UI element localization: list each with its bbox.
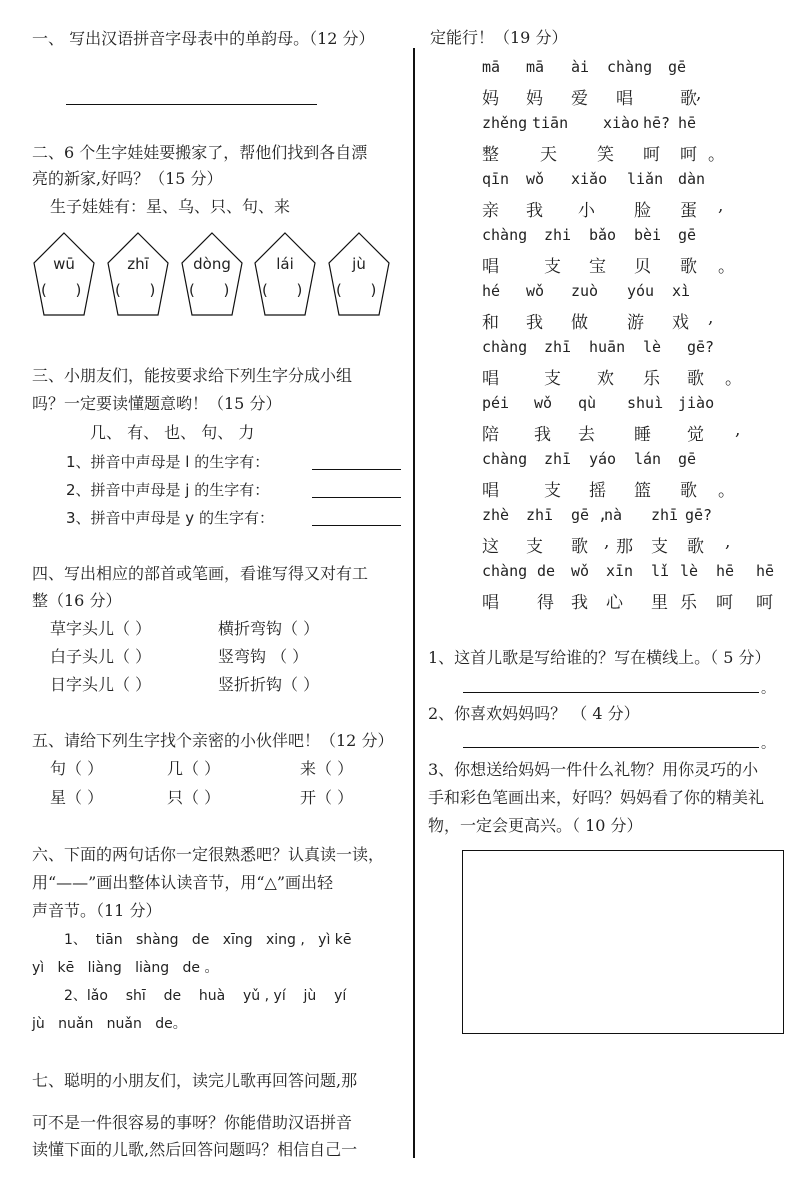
song-pinyin: huān <box>589 338 626 356</box>
song-pinyin: wǒ <box>534 394 553 412</box>
song-hanzi: 宝 <box>589 257 606 277</box>
q5-cell: 开（ ） <box>300 788 354 807</box>
song-pinyin: lán <box>634 450 662 468</box>
song-pinyin: mā <box>482 58 501 76</box>
song-pinyin: liǎn <box>627 170 664 188</box>
song-hanzi: 支 <box>526 537 543 557</box>
q3-answer-line[interactable] <box>312 497 401 498</box>
song-hanzi: 。 <box>718 257 735 277</box>
song-hanzi: 我 <box>534 425 551 445</box>
q5-cell: 只（ ） <box>167 788 221 807</box>
q4-row-right: 竖弯钩 （ ） <box>218 647 309 666</box>
q7-title-continued: 定能行！（19 分） <box>430 28 568 47</box>
song-pinyin: jiào <box>678 394 715 412</box>
q5-title: 五、请给下列生字找个亲密的小伙伴吧！（12 分） <box>32 731 394 750</box>
song-hanzi: 整 <box>482 145 499 165</box>
q3-answer-line[interactable] <box>312 469 401 470</box>
q6-sentence1-line1: 1、 tiān shàng de xīng xing , yì kē <box>64 932 352 948</box>
song-pinyin: yóu <box>627 282 655 300</box>
song-pinyin: péi <box>482 394 510 412</box>
q7-sub2-end: 。 <box>761 736 775 752</box>
song-pinyin: zhi <box>544 226 572 244</box>
song-hanzi: 歌 <box>680 481 697 501</box>
song-hanzi: 蛋 <box>680 201 697 221</box>
song-pinyin: hē <box>756 562 775 580</box>
song-pinyin: xiǎo <box>571 170 608 188</box>
house-blank[interactable]: ( ) <box>115 281 156 299</box>
song-hanzi: 歌 <box>680 257 697 277</box>
song-hanzi: 歌 <box>687 369 704 389</box>
song-hanzi: 支 <box>544 369 561 389</box>
q7-sub3-line3: 物，一定会更高兴。（ 10 分） <box>428 816 643 835</box>
song-hanzi: 。 <box>725 369 742 389</box>
song-hanzi: 陪 <box>482 425 499 445</box>
song-hanzi: , <box>725 532 731 552</box>
q3-title-line2: 吗？一定要读懂题意哟！（15 分） <box>32 394 282 413</box>
song-hanzi: 支 <box>544 257 561 277</box>
song-hanzi: 脸 <box>634 201 651 221</box>
song-hanzi: 乐 <box>643 369 660 389</box>
song-pinyin: chàng <box>607 58 653 76</box>
song-hanzi: 摇 <box>589 481 606 501</box>
song-pinyin: chàng <box>482 226 528 244</box>
song-hanzi: 歌 <box>571 537 588 557</box>
q3-item: 1、拼音中声母是 l 的生字有： <box>66 453 270 471</box>
q7-sub1-answer-line[interactable] <box>463 692 759 693</box>
pentagon-shape <box>327 231 391 317</box>
song-hanzi: 贝 <box>634 257 651 277</box>
song-hanzi: 唱 <box>482 369 499 389</box>
song-hanzi: 唱 <box>482 257 499 277</box>
song-hanzi: 欢 <box>597 369 614 389</box>
q6-sentence2-line2: jù nuǎn nuǎn de。 <box>32 1016 187 1032</box>
song-hanzi: 得 <box>537 593 554 613</box>
q4-row-left: 草字头儿（ ） <box>50 619 152 638</box>
song-pinyin: hē <box>678 114 697 132</box>
house-blank[interactable]: ( ) <box>41 281 82 299</box>
q1-answer-line[interactable] <box>66 104 317 105</box>
song-pinyin: nà <box>604 506 623 524</box>
song-pinyin: xīn <box>606 562 634 580</box>
q6-title-line1: 六、下面的两句话你一定很熟悉吧？认真读一读， <box>32 845 385 864</box>
song-pinyin: bèi <box>634 226 662 244</box>
song-hanzi: 我 <box>526 201 543 221</box>
house-pinyin: dòng <box>193 255 231 273</box>
song-hanzi: 歌 <box>687 537 704 557</box>
q7-sub1-end: 。 <box>761 681 775 697</box>
song-hanzi: , <box>696 84 702 104</box>
q6-title-line2: 用“——”画出整体认读音节，用“△”画出轻 <box>32 873 334 892</box>
song-hanzi: 我 <box>526 313 543 333</box>
pentagon-shape <box>32 231 96 317</box>
song-pinyin: xì <box>672 282 691 300</box>
song-hanzi: 心 <box>606 593 623 613</box>
song-pinyin: gē <box>678 450 697 468</box>
song-hanzi: 睡 <box>634 425 651 445</box>
pentagon-shape <box>106 231 170 317</box>
song-hanzi: 唱 <box>482 481 499 501</box>
song-pinyin: zhěng <box>482 114 528 132</box>
song-pinyin: zuò <box>571 282 599 300</box>
song-pinyin: lǐ <box>651 562 670 580</box>
song-hanzi: 呵 <box>643 145 660 165</box>
song-pinyin: wǒ <box>526 170 545 188</box>
song-pinyin: de <box>537 562 556 580</box>
q3-chars: 几、 有、 也、 句、 力 <box>90 423 255 442</box>
q5-cell: 来（ ） <box>300 759 354 778</box>
pentagon-shape <box>253 231 317 317</box>
song-hanzi: , <box>735 420 741 440</box>
song-pinyin: dàn <box>678 170 706 188</box>
song-hanzi: 去 <box>578 425 595 445</box>
song-hanzi: 小 <box>578 201 595 221</box>
q4-row-right: 横折弯钩（ ） <box>218 619 320 638</box>
q5-cell: 星（ ） <box>50 788 104 807</box>
house-blank[interactable]: ( ) <box>189 281 230 299</box>
song-pinyin: tiān <box>532 114 569 132</box>
song-pinyin: gē , <box>571 506 608 524</box>
song-hanzi: , <box>718 196 724 216</box>
q4-row-right: 竖折折钩（ ） <box>218 675 320 694</box>
song-hanzi: 呵 <box>756 593 773 613</box>
q4-row-left: 白子头儿（ ） <box>50 647 152 666</box>
song-pinyin: hé <box>482 282 501 300</box>
song-pinyin: xiào <box>603 114 640 132</box>
q7-sub3-line2: 手和彩色笔画出来，好吗？妈妈看了你的精美礼 <box>428 788 765 807</box>
house-pinyin: lái <box>276 255 294 273</box>
q2-title-line2: 亮的新家,好吗？（15 分） <box>32 169 223 188</box>
song-pinyin: gē <box>678 226 697 244</box>
song-hanzi: 亲 <box>482 201 499 221</box>
song-pinyin: zhī <box>544 450 572 468</box>
song-pinyin: yáo <box>589 450 617 468</box>
q4-title-line1: 四、写出相应的部首或笔画，看谁写得又对有工 <box>32 564 369 583</box>
song-pinyin: wǒ <box>571 562 590 580</box>
q4-row-left: 日字头儿（ ） <box>50 675 152 694</box>
song-hanzi: 和 <box>482 313 499 333</box>
song-hanzi: 觉 <box>687 425 704 445</box>
q3-answer-line[interactable] <box>312 525 401 526</box>
song-hanzi: 歌 <box>680 89 697 109</box>
q5-cell: 几（ ） <box>167 759 221 778</box>
q3-title-line1: 三、小朋友们，能按要求给下列生字分成小组 <box>32 366 353 385</box>
song-hanzi: 唱 <box>482 593 499 613</box>
song-pinyin: hē? <box>643 114 671 132</box>
q2-chars: 生子娃娃有：星、乌、只、句、来 <box>50 197 291 216</box>
song-pinyin: qīn <box>482 170 510 188</box>
pinyin-house <box>327 231 419 323</box>
song-hanzi: 。 <box>718 481 735 501</box>
song-pinyin: zhī <box>651 506 679 524</box>
drawing-box[interactable] <box>462 850 784 1034</box>
song-pinyin: gē? <box>685 506 713 524</box>
q7-sub2: 2、你喜欢妈妈吗？ （ 4 分） <box>428 704 640 723</box>
song-hanzi: 天 <box>540 145 557 165</box>
song-hanzi: 。 <box>708 145 725 165</box>
song-pinyin: lè <box>643 338 662 356</box>
song-pinyin: hē <box>716 562 735 580</box>
song-pinyin: gē <box>668 58 687 76</box>
song-pinyin: chàng <box>482 450 528 468</box>
q7-title-line1: 七、聪明的小朋友们，读完儿歌再回答问题,那 <box>32 1071 358 1090</box>
q7-sub1: 1、这首儿歌是写给谁的？写在横线上。（ 5 分） <box>428 648 771 667</box>
q2-title-line1: 二、6 个生字娃娃要搬家了，帮他们找到各自漂 <box>32 143 368 162</box>
song-pinyin: shuì <box>627 394 664 412</box>
song-pinyin: ài <box>571 58 590 76</box>
song-hanzi: 爱 <box>571 89 588 109</box>
song-hanzi: 游 <box>627 313 644 333</box>
song-hanzi: 那 <box>616 537 633 557</box>
q3-item: 3、拼音中声母是 y 的生字有： <box>66 509 274 527</box>
song-pinyin: chàng <box>482 338 528 356</box>
column-divider <box>413 48 415 1158</box>
song-hanzi: 里 <box>651 593 668 613</box>
song-hanzi: 我 <box>571 593 588 613</box>
song-hanzi: 妈 <box>482 89 499 109</box>
song-hanzi: 笑 <box>597 145 614 165</box>
song-pinyin: gē? <box>687 338 715 356</box>
pentagon-shape <box>180 231 244 317</box>
song-pinyin: zhè <box>482 506 510 524</box>
q6-sentence1-line2: yì kē liàng liàng de 。 <box>32 960 219 976</box>
house-pinyin: wū <box>53 255 75 273</box>
song-pinyin: chàng <box>482 562 528 580</box>
song-hanzi: 篮 <box>634 481 651 501</box>
q3-item: 2、拼音中声母是 j 的生字有： <box>66 481 270 499</box>
q5-cell: 句（ ） <box>50 759 104 778</box>
song-hanzi: 支 <box>544 481 561 501</box>
q6-title-line3: 声音节。（11 分） <box>32 901 162 920</box>
q1-title: 一、 写出汉语拼音字母表中的单韵母。（12 分） <box>32 29 375 48</box>
song-hanzi: 戏 <box>672 313 689 333</box>
q4-title-line2: 整（16 分） <box>32 591 122 610</box>
song-pinyin: bǎo <box>589 226 617 244</box>
q7-title-line3: 读懂下面的儿歌,然后回答问题吗？相信自己一 <box>32 1140 358 1159</box>
q7-sub3-line1: 3、你想送给妈妈一件什么礼物？用你灵巧的小 <box>428 760 759 779</box>
song-hanzi: 乐 <box>680 593 697 613</box>
song-hanzi: , <box>708 308 714 328</box>
song-hanzi: 支 <box>651 537 668 557</box>
song-pinyin: zhī <box>544 338 572 356</box>
q7-title-line2: 可不是一件很容易的事呀？你能借助汉语拼音 <box>32 1113 353 1132</box>
song-hanzi: 呵 <box>716 593 733 613</box>
house-blank[interactable]: ( ) <box>336 281 377 299</box>
house-pinyin: jù <box>352 255 366 273</box>
house-blank[interactable]: ( ) <box>262 281 303 299</box>
song-hanzi: 妈 <box>526 89 543 109</box>
song-pinyin: mā <box>526 58 545 76</box>
song-pinyin: qù <box>578 394 597 412</box>
song-hanzi: 做 <box>571 313 588 333</box>
song-pinyin: zhī <box>526 506 554 524</box>
song-pinyin: wǒ <box>526 282 545 300</box>
song-hanzi: 呵 <box>680 145 697 165</box>
house-pinyin: zhī <box>127 255 149 273</box>
song-hanzi: , <box>604 532 610 552</box>
q7-sub2-answer-line[interactable] <box>463 747 759 748</box>
song-pinyin: lè <box>680 562 699 580</box>
song-hanzi: 这 <box>482 537 499 557</box>
song-hanzi: 唱 <box>616 89 633 109</box>
q6-sentence2-line1: 2、lǎo shī de huà yǔ , yí jù yí <box>64 988 347 1004</box>
